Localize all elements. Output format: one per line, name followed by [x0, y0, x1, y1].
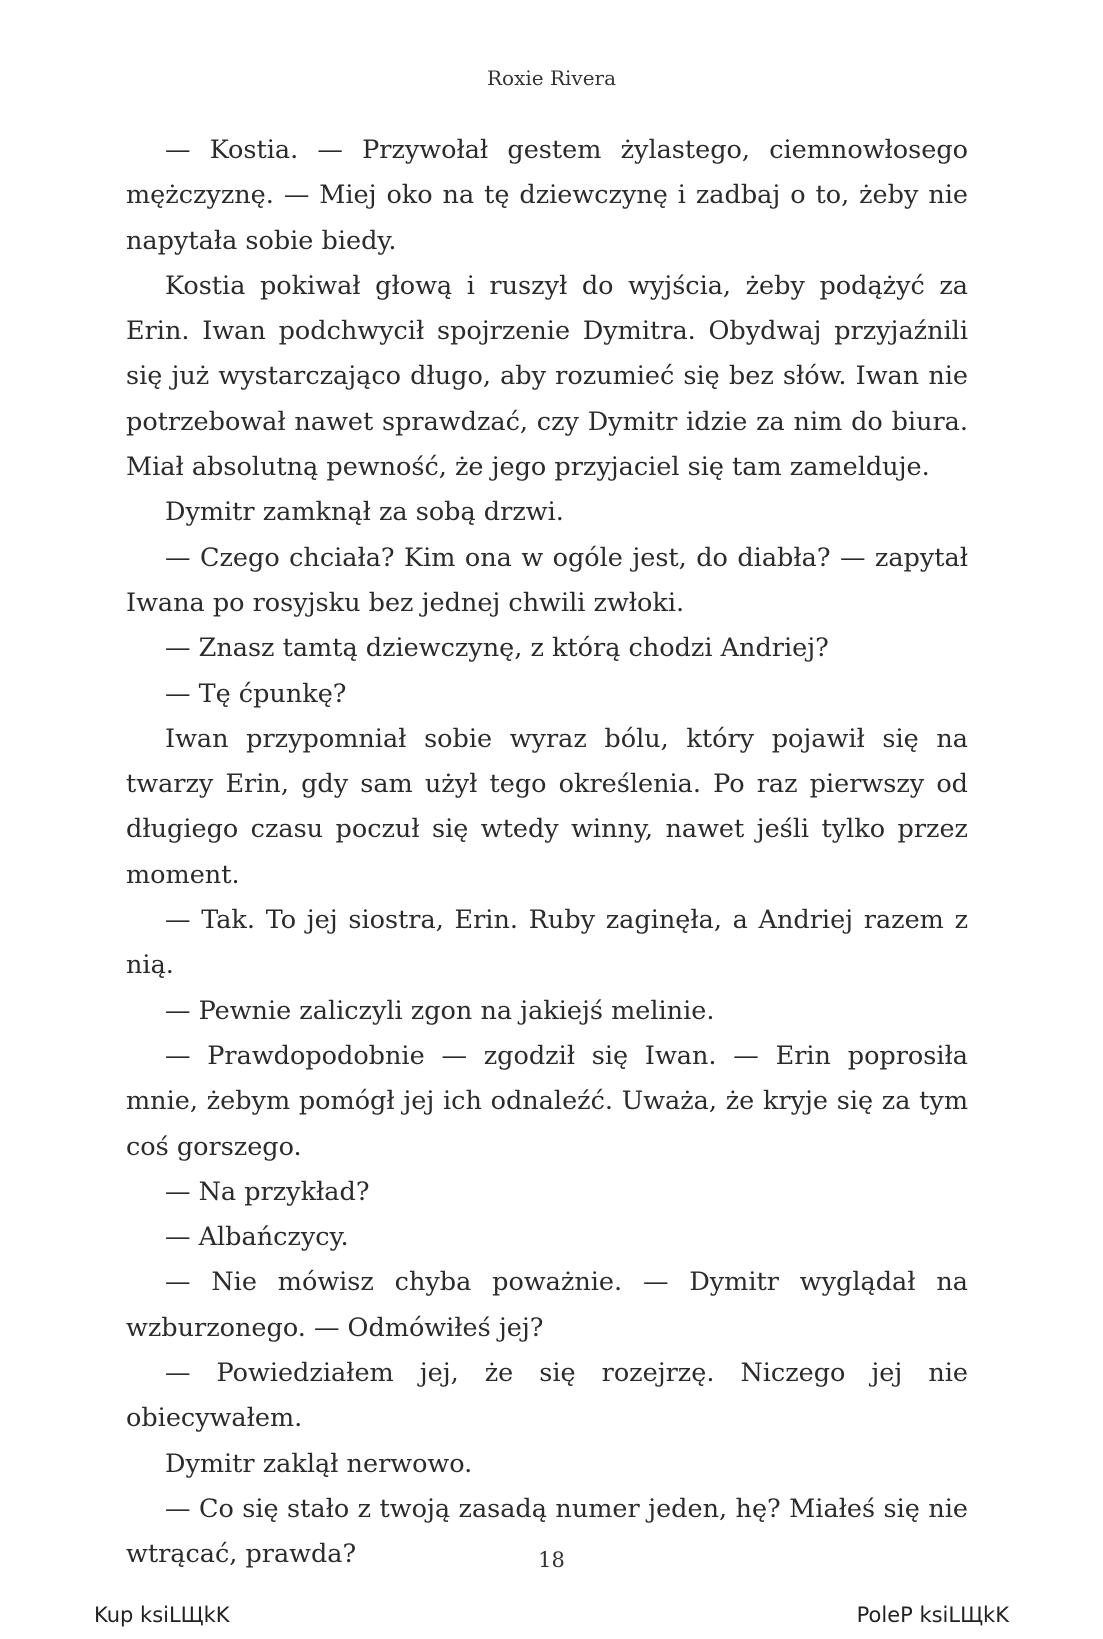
paragraph: Kostia pokiwał głową i ruszył do wyjścia, żeby podążyć za Erin. Iwan podchwycił spojrzenie Dymitra. Obydwaj przyjaźnili się już wystarczająco długo, aby rozumieć się bez słów. Iwan nie potrzebował nawet sprawdzać, czy Dymitr idzie za nim do biura. Miał absolutną pewność, że jego przyjaciel się tam zamelduje. [126, 270, 968, 483]
paragraph: — Znasz tamtą dziewczynę, z którą chodzi Andriej? [165, 633, 829, 664]
paragraph: — Pewnie zaliczyli zgon na jakiejś melinie. [165, 995, 715, 1026]
paragraph: — Tę ćpunkę? [165, 678, 347, 709]
paragraph: — Na przykład? [165, 1176, 370, 1207]
buy-book-link[interactable]: Kup ksiLЩkK [94, 1603, 230, 1627]
paragraph: Iwan przypomniał sobie wyraz bólu, który pojawił się na twarzy Erin, gdy sam użył tego określenia. Po raz pierwszy od długiego czasu poczuł się wtedy winny, nawet jeśli tylko przez moment. [126, 723, 968, 890]
page-number: 18 [538, 1548, 565, 1572]
paragraph: — Co się stało z twoją zasadą numer jeden, hę? Miałeś się nie wtrącać, prawda? [126, 1493, 968, 1570]
paragraph: Dymitr zaklął nerwowo. [165, 1448, 473, 1479]
paragraph: Dymitr zamknął za sobą drzwi. [165, 497, 564, 528]
running-header-author: Roxie Rivera [486, 66, 617, 90]
paragraph: — Nie mówisz chyba poważnie. — Dymitr wyglądał na wzburzonego. — Odmówiłeś jej? [126, 1267, 968, 1343]
paragraph: — Czego chciała? Kim ona w ogóle jest, do diabła? — zapytał Iwana po rosyjsku bez jednej chwili zwłoki. [126, 542, 968, 618]
rate-book-link[interactable]: PoleP ksiLЩkK [856, 1603, 1009, 1627]
paragraph: — Albańczycy. [165, 1222, 349, 1253]
paragraph: — Kostia. — Przywołał gestem żylastego, ciemnowłosego mężczyznę. — Miej oko na tę dziewczynę i zadbaj o to, żeby nie napytała sobie biedy. [126, 135, 968, 256]
paragraph: — Tak. To jej siostra, Erin. Ruby zaginęła, a Andriej razem z nią. [126, 905, 968, 981]
paragraph: — Powiedziałem jej, że się rozejrzę. Niczego jej nie obiecywałem. [126, 1358, 968, 1434]
body-text [126, 128, 968, 1578]
paragraph: — Prawdopodobnie — zgodził się Iwan. — Erin poprosiła mnie, żebym pomógł jej ich odnaleźć. Uważa, że kryje się za tym coś gorszego. [126, 1040, 968, 1162]
